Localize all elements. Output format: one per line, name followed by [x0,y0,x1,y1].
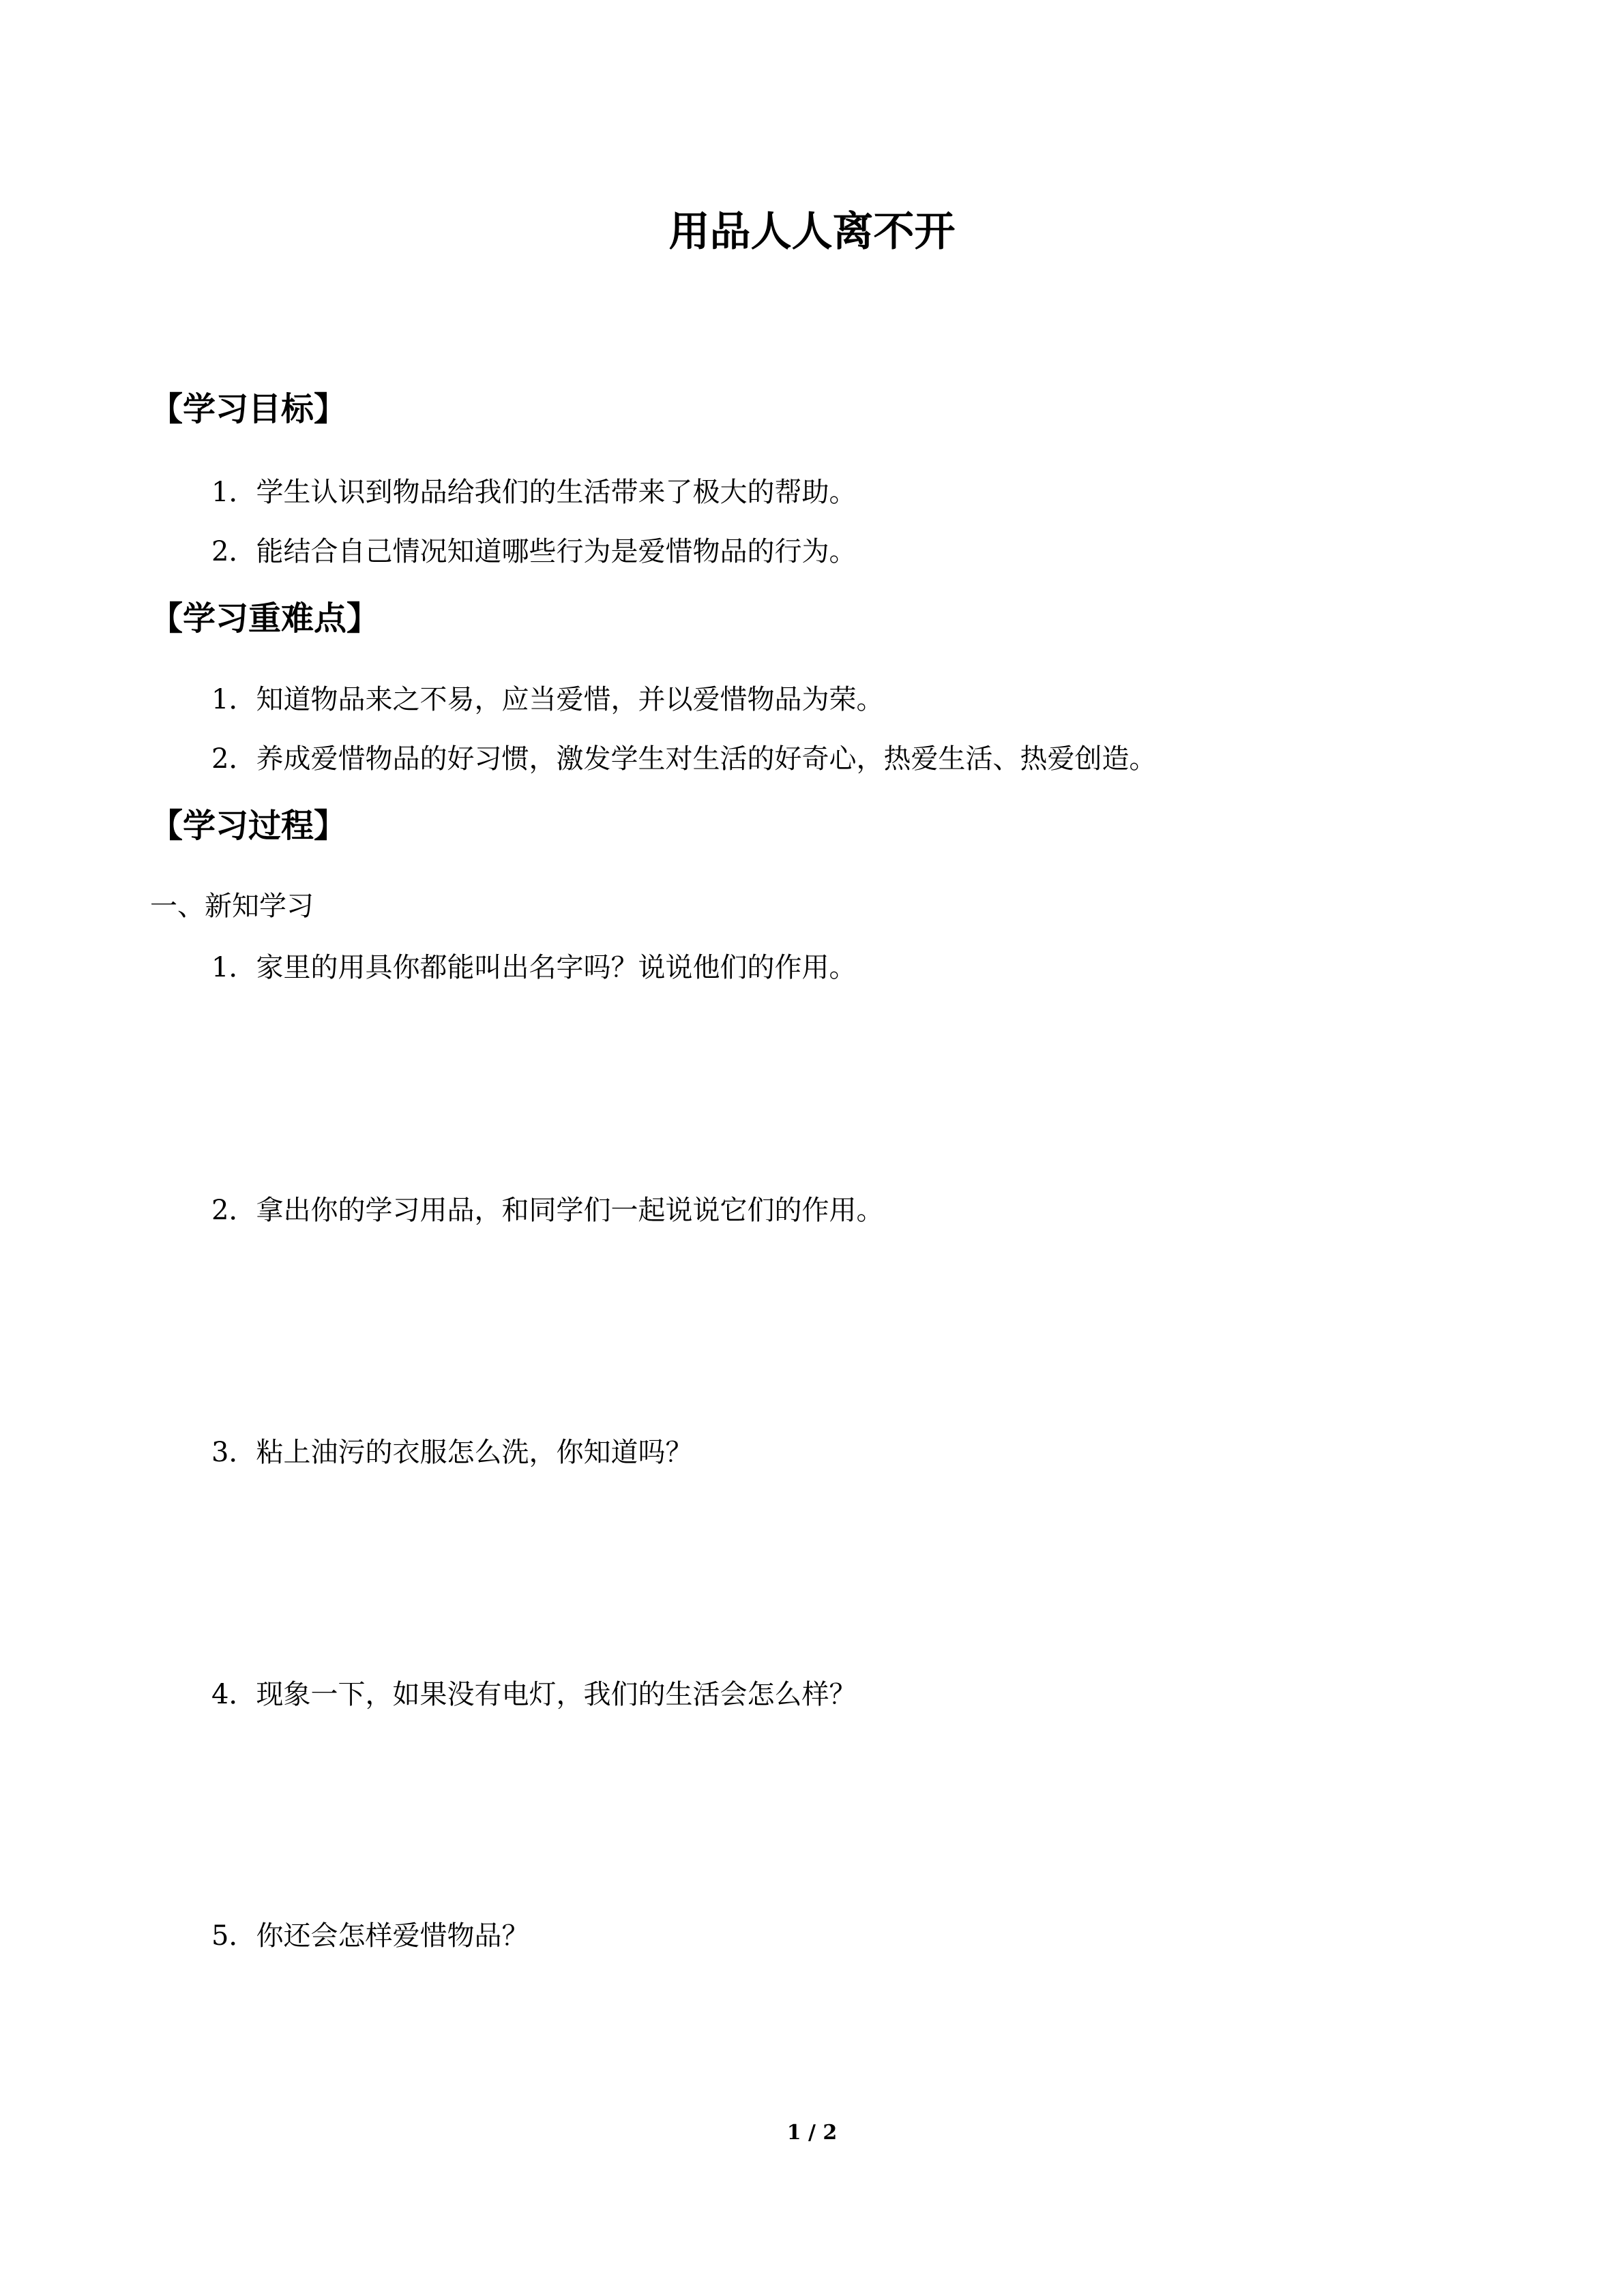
objective-item-2: 2．能结合自己情况知道哪些行为是爱惜物品的行为。 [211,536,857,567]
question-1: 1．家里的用具你都能叫出名字吗？说说他们的作用。 [211,952,857,983]
section-heading-key-points: 【学习重难点】 [150,599,380,638]
question-3: 3．粘上油污的衣服怎么洗，你知道吗？ [211,1437,693,1468]
question-5: 5．你还会怎样爱惜物品？ [211,1920,529,1952]
question-4: 4．现象一下，如果没有电灯，我们的生活会怎么样？ [211,1679,857,1710]
key-point-item-2: 2．养成爱惜物品的好习惯，激发学生对生活的好奇心，热爱生活、热爱创造。 [211,743,1157,775]
document-title: 用品人人离不开 [668,208,956,256]
process-subheading: 一、新知学习 [150,891,314,922]
objective-item-1: 1．学生认识到物品给我们的生活带来了极大的帮助。 [211,477,857,508]
page-number: 1 / 2 [786,2121,838,2145]
key-point-item-1: 1．知道物品来之不易，应当爱惜，并以爱惜物品为荣。 [211,684,884,715]
section-heading-process: 【学习过程】 [150,807,347,845]
question-2: 2．拿出你的学习用品，和同学们一起说说它们的作用。 [211,1195,884,1226]
section-heading-objectives: 【学习目标】 [150,390,347,428]
